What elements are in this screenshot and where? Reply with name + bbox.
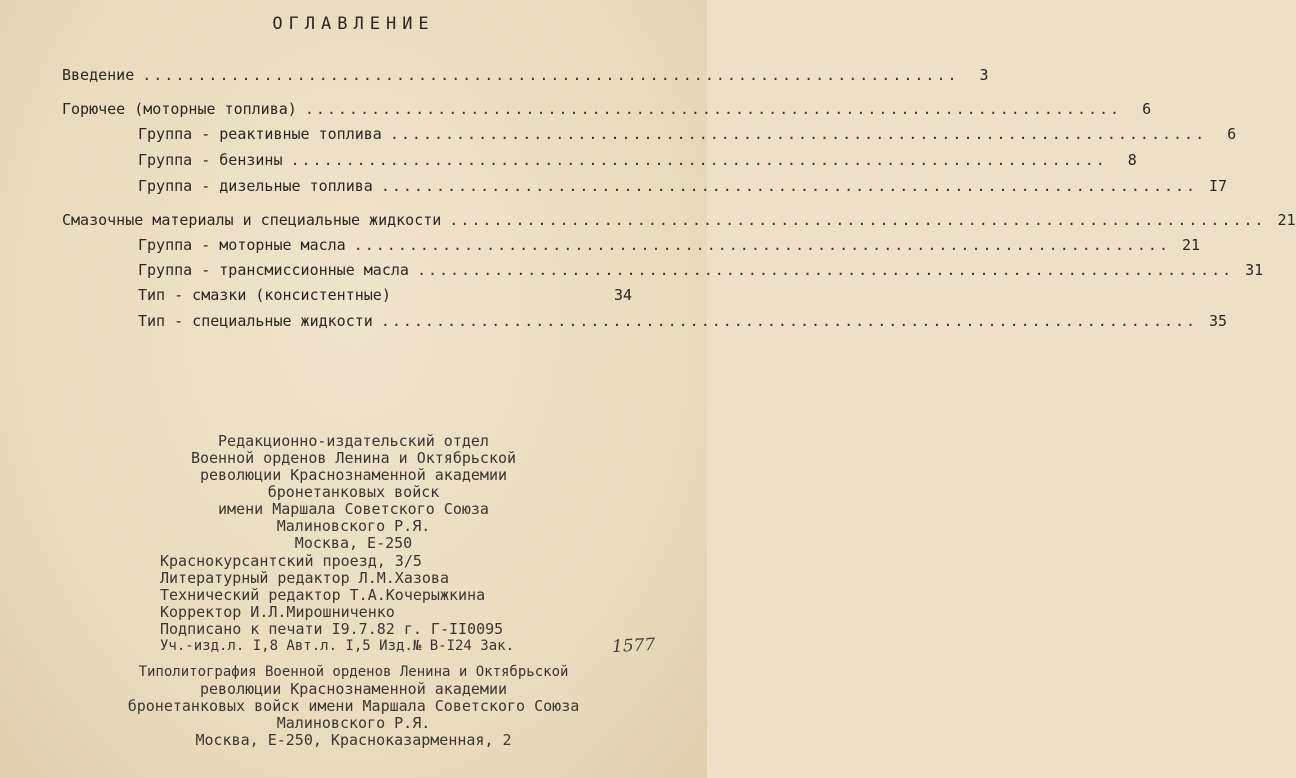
toc-leader-dots: ..........................................................................	[353, 236, 1170, 254]
toc-title: ОГЛАВЛЕНИЕ	[272, 14, 435, 34]
toc-entry-page: 3	[979, 66, 989, 84]
toc-entry	[138, 261, 1264, 283]
toc-entry-page: 21	[1277, 211, 1296, 229]
toc-entry	[62, 100, 1152, 122]
toc-entry-label: Группа - моторные масла	[138, 236, 346, 254]
toc-entry	[138, 312, 1228, 334]
toc-entry-label: Тип - смазки (консистентные)	[138, 286, 391, 304]
toc-entry-label: Группа - дизельные топлива	[138, 177, 373, 195]
printer-line: бронетанковых войск имени Маршала Советского Союза	[127, 697, 580, 715]
imprint-line: Редакционно-издательский отдел	[218, 432, 489, 450]
toc-entry-label: Группа - реактивные топлива	[138, 125, 382, 143]
toc-entry-page: 21	[1181, 236, 1200, 254]
toc-entry-label: Введение	[62, 66, 135, 84]
toc-leader-dots: ..........................................................................	[389, 125, 1207, 143]
imprint-detail: Литературный редактор Л.М.Хазова	[160, 569, 449, 587]
toc-entry-page: I7	[1209, 177, 1228, 195]
toc-entry	[62, 66, 989, 88]
imprint-line: Москва, Е-250	[294, 534, 413, 552]
handwritten-order-number: 1577	[611, 634, 656, 658]
toc-entry	[138, 177, 1228, 199]
toc-entry-page: 35	[1209, 312, 1228, 330]
toc-entry-page: 6	[1142, 100, 1152, 118]
toc-leader-dots: ..........................................................................	[290, 151, 1107, 169]
imprint-detail: Корректор И.Л.Мирошниченко	[160, 603, 395, 621]
toc-leader-dots: ..........................................................................	[304, 100, 1122, 118]
printer-line: Малиновского Р.Я.	[276, 714, 431, 732]
toc-entry-label: Горючее (моторные топлива)	[62, 100, 297, 118]
imprint-line: революции Краснознаменной академии	[199, 466, 508, 484]
imprint-detail: Технический редактор Т.А.Кочерыжкина	[160, 586, 486, 604]
imprint-line: бронетанковых войск	[267, 483, 440, 501]
toc-entry	[138, 286, 632, 308]
toc-entry-label: Группа - трансмиссионные масла	[138, 261, 409, 279]
toc-entry	[62, 211, 1296, 233]
toc-entry-page: 6	[1227, 125, 1237, 143]
toc-entry-page: 31	[1245, 261, 1264, 279]
toc-entry-label: Смазочные материалы и специальные жидкости	[62, 211, 442, 229]
toc-leader-dots: ..........................................................................	[380, 177, 1198, 195]
toc-leader-dots: ..........................................................................	[449, 211, 1266, 229]
toc-leader-dots: ..........................................................................	[380, 312, 1198, 330]
toc-entry	[138, 151, 1137, 173]
imprint-line: Малиновского Р.Я.	[276, 517, 431, 535]
toc-leader-dots: ..........................................................................	[416, 261, 1234, 279]
printer-line: Типолитография Военной орденов Ленина и Октябрьской	[138, 664, 569, 680]
toc-entry-page: 34	[613, 286, 632, 304]
imprint-detail: Подписано к печати I9.7.82 г. Г-II0095	[160, 620, 504, 638]
imprint-line: имени Маршала Советского Союза	[218, 500, 489, 518]
toc-entry-label: Тип - специальные жидкости	[138, 312, 373, 330]
toc-entry	[138, 236, 1200, 258]
imprint-line: Военной орденов Ленина и Октябрьской	[190, 449, 517, 467]
printer-line: революции Краснознаменной академии	[199, 680, 508, 698]
printer-line: Москва, Е-250, Красноказарменная, 2	[195, 731, 512, 749]
toc-entry-page: 8	[1127, 151, 1137, 169]
imprint-detail: Уч.-изд.л. I,8 Авт.л. I,5 Изд.№ В-I24 Зак.	[160, 638, 515, 654]
imprint-detail: Краснокурсантский проезд, 3/5	[160, 552, 422, 570]
toc-entry	[138, 125, 1237, 147]
toc-leader-dots: ..........................................................................	[142, 66, 959, 84]
toc-entry-label: Группа - бензины	[138, 151, 283, 169]
